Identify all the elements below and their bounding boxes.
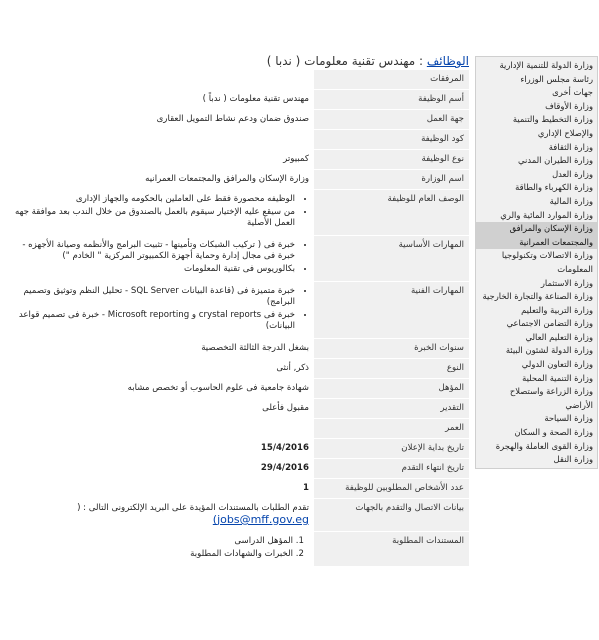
sidebar-item[interactable]: وزارة الصناعة والتجارة الخارجية [482,291,593,302]
detail-value [5,379,314,399]
detail-value [5,499,314,532]
detail-row [5,359,469,379]
detail-row [5,70,469,90]
detail-row [5,190,469,236]
sidebar-item[interactable]: وزارة المالية [549,195,593,206]
sidebar-item[interactable]: وزارة التضامن الاجتماعي [506,318,593,329]
detail-value [5,110,314,130]
detail-bullet-item: • خبرة فى crystal reports و Microsoft reporting - خبرة فى تصميم قواعد البيانات) [10,310,295,332]
detail-label: سنوات الخبرة [314,339,469,359]
detail-label: المرفقات [314,70,469,90]
detail-value [5,282,314,339]
detail-value-text: 29/4/2016 [260,463,309,473]
detail-row [5,379,469,399]
detail-bullet-item: • بكالوريوس فى تقنية المعلومات [10,264,295,275]
detail-value [5,90,314,110]
detail-label: أسم الوظيفة [314,90,469,110]
breadcrumb-jobs-link[interactable]: الوظائف [426,54,469,68]
detail-value-text: تقدم الطلبات بالمستندات المؤيدة على البريد الإلكترونى التالى : ( [77,503,309,513]
detail-label: النوع [314,359,469,379]
detail-row [5,439,469,459]
job-title: مهندس تقنية معلومات ( ندبا ) [266,54,416,68]
detail-bullet-item: • خبرة فى ( تركيب الشبكات وتأمينها - تثبيت البرامج والأنظمه وصيانة الأجهزه - خبرة فى مجال إدارة وحماية أجهزة الكمبيوتر المركزية " الخادم ") [10,240,295,262]
contact-email-link[interactable]: jobs@mff.gov.eg) [212,513,309,526]
detail-value-text: صندوق ضمان ودعم نشاط التمويل العقارى [156,114,309,124]
page-title [5,54,469,68]
sidebar-item[interactable]: رئاسة مجلس الوزراء [520,73,593,84]
sidebar-item[interactable]: وزارة التعاون الدولي [521,359,593,370]
detail-value-text: كمبيوتر [283,154,309,164]
detail-value-text: مقبول فأعلى [262,403,309,413]
sidebar-item[interactable]: وزارة الدولة لشئون البيئة [505,345,593,356]
sidebar-item[interactable]: وزارة العدل [552,168,593,179]
ministries-sidebar [475,56,598,469]
detail-value [5,170,314,190]
detail-value [5,190,314,236]
sidebar-item[interactable]: وزارة الكهرباء والطاقة [515,182,593,193]
detail-row [5,236,469,282]
detail-value-text: 15/4/2016 [260,443,309,453]
detail-label: كود الوظيفة [314,130,469,150]
sidebar-item[interactable]: وزارة الصحة و السكان [514,427,593,438]
detail-bullet-list [10,194,309,229]
sidebar-item[interactable]: وزارة التربية والتعليم [521,304,593,315]
detail-value [5,70,314,90]
sidebar-item[interactable]: وزارة الموارد المائية والري [500,209,593,220]
detail-label: المستندات المطلوبة [314,532,469,567]
sidebar-item[interactable]: وزارة الثقافة [548,141,593,152]
detail-value-text: مهندس تقنية معلومات ( ندباً ) [202,94,309,104]
detail-bullet-item: • خبرة متميزة فى (قاعدة البيانات SQL Server - تحليل النظم وتوثيق وتصميم البرامج) [10,286,295,308]
detail-value-text: بشغل الدرجة الثالثة التخصصية [201,343,309,353]
detail-value [5,439,314,459]
sidebar-item[interactable]: وزارة الأوقاف [545,100,593,111]
job-details [5,54,469,567]
sidebar-item[interactable]: وزارة القوى العاملة والهجرة [495,440,593,451]
detail-value [5,459,314,479]
detail-bullet-item: • الوظيفه محصورة فقط على العاملين بالحكومه والجهاز الإدارى [10,194,295,205]
detail-label: التقدير [314,399,469,419]
detail-label: العمر [314,419,469,439]
detail-bullet-item: • من سيقع عليه الإختيار سيقوم بالعمل بالصندوق من خلال الندب بعد موافقة جهه العمل الأصلية [10,207,295,229]
detail-label: المهارات الفنية [314,282,469,339]
detail-value-text: ذكر, أنثى [276,363,309,373]
detail-label: الوصف العام للوظيفة [314,190,469,236]
detail-row [5,479,469,499]
detail-row [5,419,469,439]
sidebar-item[interactable]: وزارة الزراعة واستصلاح الأراضي [509,386,593,410]
required-document-item: 1. المؤهل الدراسى [10,536,293,547]
sidebar-item[interactable]: وزارة الإسكان والمرافق والمجتمعات العمرانية [476,222,597,249]
detail-value [5,150,314,170]
sidebar-item[interactable]: وزارة التعليم العالي [525,331,593,342]
sidebar-item[interactable]: وزارة الاتصالات وتكنولوجيا المعلومات [501,250,593,274]
detail-label: نوع الوظيفة [314,150,469,170]
sidebar-item[interactable]: والإصلاح الإداري [537,127,593,138]
detail-value [5,399,314,419]
detail-value [5,236,314,282]
detail-value [5,130,314,150]
detail-label: تاريخ انتهاء التقدم [314,459,469,479]
detail-value [5,419,314,439]
detail-label: المؤهل [314,379,469,399]
sidebar-item[interactable]: وزارة الاستثمار [540,277,593,288]
sidebar-item[interactable]: وزارة الدولة للتنمية الإدارية [499,60,593,70]
detail-row [5,150,469,170]
detail-label: عدد الأشخاص المطلوبين للوظيفة [314,479,469,499]
detail-value [5,479,314,499]
required-document-item: 2. الخبرات والشهادات المطلوبة [10,549,293,560]
detail-label: تاريخ بداية الإعلان [314,439,469,459]
required-documents-list [10,536,309,560]
detail-value [5,339,314,359]
detail-row [5,90,469,110]
sidebar-item[interactable]: وزارة الطيران المدني [518,155,593,166]
detail-value-text: وزارة الإسكان والمرافق والمجتمعات العمرانيه [145,174,309,184]
detail-label: بيانات الاتصال والتقدم بالجهات [314,499,469,532]
detail-row [5,170,469,190]
detail-row [5,110,469,130]
detail-row [5,282,469,339]
detail-value [5,532,314,567]
sidebar-item[interactable]: وزارة التنمية المحلية [522,372,593,383]
detail-label: اسم الوزارة [314,170,469,190]
detail-bullet-list [10,240,309,275]
detail-label: جهة العمل [314,110,469,130]
detail-row [5,130,469,150]
detail-value-text: شهادة جامعية فى علوم الحاسوب أو تخصص مشابه [127,383,309,393]
detail-bullet-list [10,286,309,332]
detail-row [5,532,469,567]
job-details-table [5,70,469,567]
detail-label: المهارات الأساسية [314,236,469,282]
sidebar-item[interactable]: وزارة التخطيط والتنمية [512,114,593,125]
detail-row [5,459,469,479]
detail-value-text: 1 [303,483,309,493]
detail-value [5,359,314,379]
breadcrumb-separator: : [415,54,427,68]
sidebar-item[interactable]: وزارة السياحة [544,413,593,424]
detail-row [5,339,469,359]
sidebar-item[interactable]: جهات أخرى [552,87,593,98]
detail-row [5,399,469,419]
sidebar-item[interactable]: وزارة النقل [553,454,593,465]
detail-row [5,499,469,532]
